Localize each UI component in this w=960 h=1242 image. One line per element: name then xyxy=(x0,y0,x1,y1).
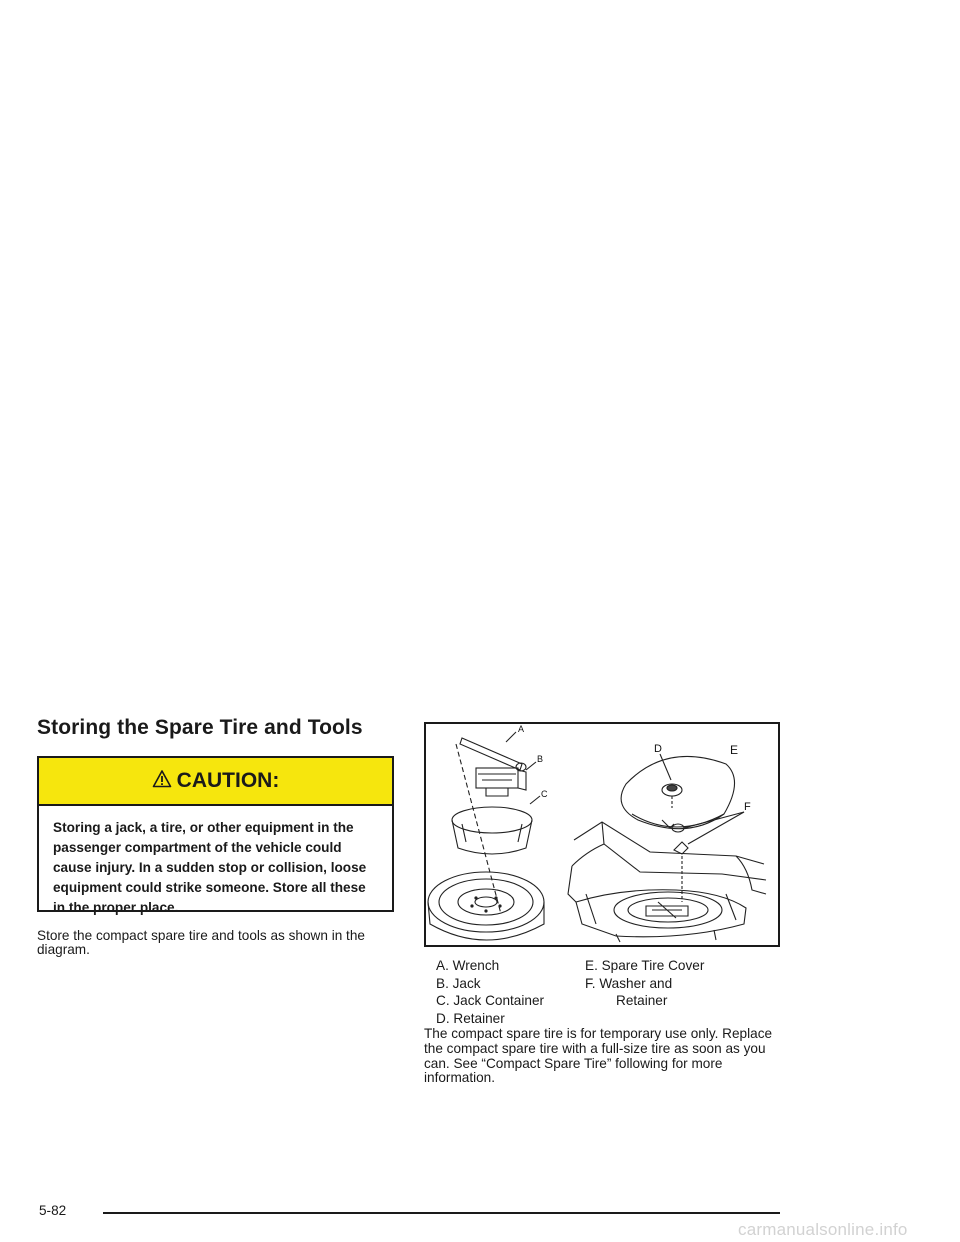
callout-b: B xyxy=(537,754,544,764)
legend-item-f-line2: Retainer xyxy=(616,993,668,1008)
warning-triangle-icon xyxy=(152,769,172,789)
legend-item-d: D. Retainer xyxy=(436,1010,505,1026)
callout-f: F xyxy=(744,801,751,813)
callout-e: E xyxy=(730,743,739,757)
watermark-text: carmanualsonline.info xyxy=(738,1220,908,1239)
caution-text: Storing a jack, a tire, or other equipment in the passenger compartment of the vehicle could cause injury. In a sudden stop or collision, loose equipment could strike someone. Store all these in the proper place. xyxy=(53,820,367,915)
legend-column-left xyxy=(436,957,544,1027)
legend-item-c: C. Jack Container xyxy=(436,993,545,1008)
page-number: 5-82 xyxy=(39,1203,67,1218)
legend-item-e: E. Spare Tire Cover xyxy=(585,958,705,973)
caution-box xyxy=(37,756,394,915)
diagram-illustration xyxy=(426,724,778,945)
intro-paragraph: Store the compact spare tire and tools as shown in the diagram. xyxy=(37,928,365,957)
caution-title: CAUTION: xyxy=(176,769,280,792)
callout-d: D xyxy=(654,743,662,755)
legend-item-f-line1: F. Washer and xyxy=(585,975,673,991)
callout-c: C xyxy=(541,789,548,799)
legend-column-right xyxy=(585,957,735,1010)
legend-item-a: A. Wrench xyxy=(436,958,500,973)
legend-item-b: B. Jack xyxy=(436,975,481,991)
callout-a: A xyxy=(518,724,525,734)
legend-item-f xyxy=(585,975,735,1010)
footer-divider xyxy=(103,1212,780,1214)
caution-header xyxy=(39,758,392,806)
spare-tire-storage-diagram xyxy=(424,722,780,947)
summary-paragraph: The compact spare tire is for temporary use only. Replace the compact spare tire with a full-size tire as soon as you can. See “Compact Spare Tire” following for more information. xyxy=(424,1026,773,1086)
section-heading: Storing the Spare Tire and Tools xyxy=(37,716,363,739)
